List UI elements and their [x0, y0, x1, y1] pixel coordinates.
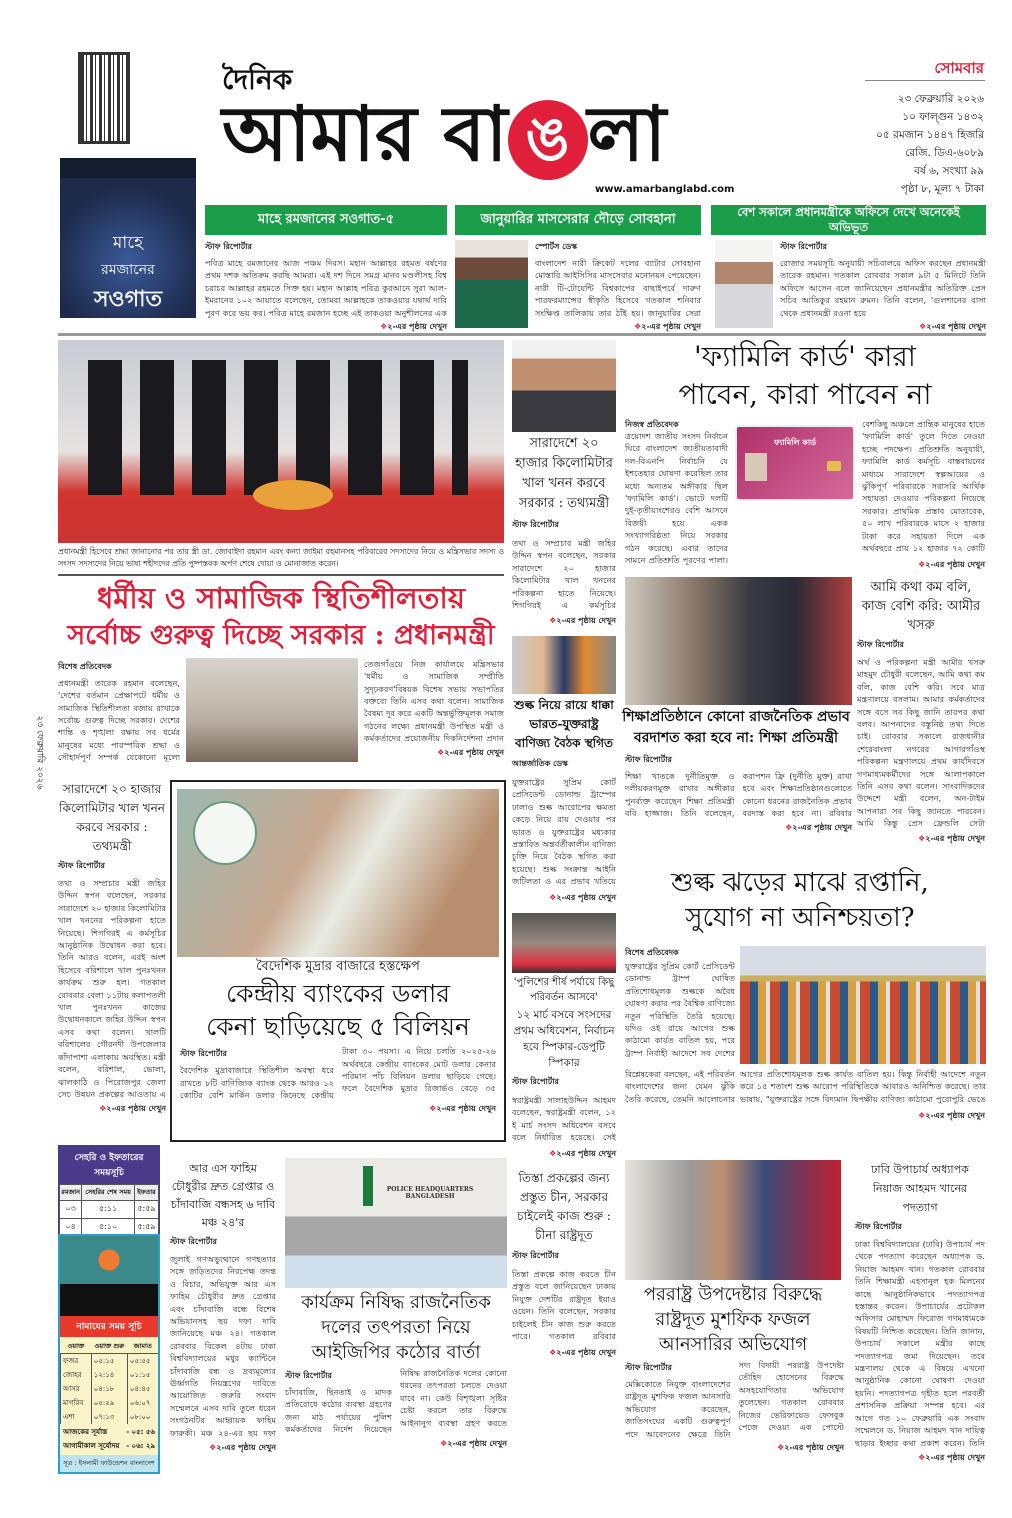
family-card-body-1: ত্রয়োদশ জাতীয় সংসদ নির্বাচন ঘিরে বাংলাদেশ জাতীয়তাবাদী দল-বিএনপি নির্বাচনি যে ইশতেহার ঘোষণা করেছিল তার মধ্যে অন্যতম অঙ্গীকার ছিল 'ফ্যামিলি কার্ড'। ভোটে দলটি দুই-তৃতীয়াংশেরও বেশি আসনে বিজয়ী হয়ে একক সংখ্যাগরিষ্ঠতা নিয়ে সরকার গঠন করেছে। এবার তাদের সামনে প্রতিশ্রুতি পূরণের পালা।: [625, 431, 728, 566]
column-header: রমজান: [60, 1185, 82, 1201]
continued-link[interactable]: ❖ ২-এর পৃষ্ঠায় দেখুন: [512, 1148, 616, 1161]
byline: নিজস্ব প্রতিবেদক: [625, 420, 679, 429]
table-cell: আসর: [61, 1382, 92, 1396]
continued-link[interactable]: ❖ ২-এর পৃষ্ঠায় দেখুন: [857, 833, 985, 846]
export-headline-line1: শুল্ক ঝড়ের মাঝে রপ্তানি,: [671, 868, 929, 898]
ramadan-banner: [60, 158, 196, 318]
date-line: ২৩ ফেব্রুয়ারি ২০২৬: [897, 93, 984, 105]
top-story-1-title[interactable]: মাহে রমজানের সওগাত-৫: [205, 205, 447, 235]
masthead-prefix: দৈনিক: [222, 63, 293, 96]
story-body: বাংলাদেশ নারী ক্রিকেট দলের ব্যাটার সোবহানা মোস্তারি আইসিসির মাসসেরার মনোনয়ন পেয়েছেন। নারী টি-টোয়েন্টি বিশ্বকাপের বাছাইপর্বে দারুণ পারফরম্যান্সের স্বীকৃতি হিসেবে গতকাল শনিবার সংক্ষিপ্ত তালিকায় তার ঠাঁই হয়। জানুয়ারির সেরা: [535, 258, 701, 318]
date-lines: [876, 90, 984, 198]
lead-section: [58, 340, 504, 763]
column-header: ওয়াক্ত: [61, 1340, 92, 1354]
story-body: শিক্ষা খাতকে দুর্নীতিমুক্ত ও দলীয়করণমুক্ত রাখার অঙ্গীকার পুনর্ব্যক্ত করেছেন শিক্ষা প্রতিমন্ত্রী ববি হাজ্জাজ। তিনি বলেছেন,: [625, 771, 735, 819]
masthead-logo-circle: ঙ: [508, 100, 588, 180]
middle-column: [512, 340, 616, 1360]
story-body: ঢাকা বিশ্ববিদ্যালয়ের (ঢাবি) উপাচার্য পদ থেকে পদত্যাগ করেছেন অধ্যাপক ড. নিয়াজ আহমদ খান। গতকাল রোববার তিনি শিক্ষামন্ত্রী এহসানুল হক মিলনের কাছে আনুষ্ঠানিকভাবে পদত্যাগপত্র হস্তান্তর করেন। উপাচার্যের প্রটোকল অফিসার মোহাম্মদ ফিরোজ গণমাধ্যমকে বিষয়টি নিশ্চিত করেছেন। তিনি জানান, উপাচার্য সকালে মন্ত্রীর কাছে পদত্যাগপত্র জমা দিয়েছেন। তবে মন্ত্রণালয় থেকে এ বিষয়ে এখনো আনুষ্ঠানিক কোনো ঘোষণা দেওয়া হয়নি। পদত্যাগপত্র গৃহীত হলে পরবর্তী প্রশাসনিক প্রক্রিয়া সম্পন্ন হবে। এর আগে গত ১০ ফেব্রুয়ারি এক সংবাদ সম্মেলনে ড. নিয়াজ আহমদ খান দায়িত্ব ছাড়ার ইচ্ছার কথা প্রকাশ করেন। তিনি: [855, 1239, 985, 1448]
byline: স্টাফ রিপোর্টার: [625, 1363, 672, 1372]
ambassador-headline-line3: আনসারির অভিযোগ: [658, 1334, 808, 1355]
export-headline[interactable]: [615, 866, 985, 936]
website: www.amarbanglabd.com: [595, 184, 735, 195]
table-cell: ০৮:০০: [127, 1410, 158, 1424]
byline: স্টাফ রিপোর্টার: [780, 242, 827, 251]
education-section: [620, 577, 852, 835]
family-card-headline-line1: 'ফ্যামিলি কার্ড' কারা: [694, 340, 916, 373]
column-header: সেহরির শেষ সময়: [82, 1185, 135, 1201]
table-cell: ফজর: [61, 1354, 92, 1369]
ambassador-headline-line2: রাষ্ট্রদূত মুশফিক ফজল: [655, 1309, 811, 1330]
sehri-title: সেহরি ও ইফতারের সময়সূচি: [59, 1146, 159, 1184]
ambassador-photo: [625, 1160, 841, 1280]
police-headquarters-photo: [285, 1158, 507, 1288]
teesta-headline[interactable]: তিস্তা প্রকল্পের জন্য প্রস্তুত চীন, সরকার চাইলেই কাজ শুরু : চীনা রাষ্ট্রদূত: [517, 1171, 611, 1242]
ambassador-headline-line1: পররাষ্ট্র উপদেষ্টার বিরুদ্ধে: [643, 1284, 823, 1305]
byline: স্টাফ রিপোর্টার: [170, 1237, 217, 1246]
byline: বিশেষ প্রতিবেদক: [58, 661, 112, 671]
story-body: চাঁদাবাজি, ছিনতাই ও মাদক প্রতিরোধে কঠোর ব্যবস্থা গ্রহণের জন্য মাঠ পর্যায়ের পুলিশ কর্মকর্তাদের নির্দেশ দিয়েছেন: [285, 1387, 392, 1435]
story-body: তথ্য ও সম্প্রচার মন্ত্রী জহির উদ্দিন স্বপন বলেছেন, সরকার সারাদেশে ২০ হাজার কিলোমিটার খাল খননের পরিকল্পনা হাতে নিয়েছে। শিগগিরই এ কর্মসূচির আনুষ্ঠানিক উদ্বোধন করা হবে। তিনি আরও বলেন, এরই অংশ হিসেবে বরিশালে খাল পুনঃখনন কার্যক্রম শুরু হল। গতকাল রোববার বেলা ১১টায় কলাপতলী খাল পুনঃখনন কাজের উদ্বোধনকালে জহির উদ্দিন স্বপন এসব কথা বলেন। খালটি বরিশালের গৌরনদী উপজেলার কাঁদাপাশা এলাকায় অবস্থিত। মন্ত্রী বলেন, বরিশাল, ভোলা, ঝালকাঠি ও পিরোজপুর জেলা সেচ উন্নয়ন প্রকল্পের আওতায় এ: [58, 878, 166, 1099]
byline: স্টাফ রিপোর্টার: [857, 640, 904, 649]
date-line: পৃষ্ঠা ৮, মূল্য ৭ টাকা: [900, 183, 984, 195]
ambassador-story: [622, 1359, 844, 1455]
igp-section: [285, 1158, 507, 1451]
parliament-headline[interactable]: ১২ মার্চ বসবে সংসদের প্রথম অধিবেশন, নির্বাচন হবে স্পিকার-ডেপুটি স্পিকার: [513, 1009, 615, 1069]
masthead-title-part2: লা: [587, 89, 667, 178]
sehri-iftar-table: [58, 1145, 160, 1238]
story-body: করাপশন ফ্রি (দুর্নীতি মুক্ত) রাখা হবে এবং শিক্ষাপ্রতিষ্ঠানগুলোতে কোনো ধরনের রাজনৈতিক প্রভাব বরদাস্ত করা হবে না। রবিবার: [742, 771, 852, 819]
prayer-source: সূত্র : ইসলামী ফাউন্ডেশন বাংলাদেশ: [60, 1455, 158, 1472]
section-divider: [58, 333, 986, 336]
table-cell: ০৫:৫৫: [127, 1354, 158, 1369]
table-cell: ০১:১৫: [127, 1368, 158, 1382]
fahim-story: [170, 1160, 276, 1455]
continued-link[interactable]: ❖ ২-এর পৃষ্ঠায় দেখুন: [625, 1442, 844, 1455]
education-headline-line2: বরদাশত করা হবে না: শিক্ষা প্রতিমন্ত্রী: [633, 730, 839, 746]
story-body: স্বরাষ্ট্রমন্ত্রী সালাহউদ্দিন আহমদ বলেছেন, স্বরাষ্ট্রমন্ত্রী বলেন, ১২ ই মার্চ সংসদ অধিবেশন বসবে বলে নির্ধারিত হয়েছে। সেই: [512, 1095, 616, 1143]
ambassador-headline[interactable]: [622, 1282, 844, 1357]
prayer-title: নামাযের সময় সূচি: [60, 1316, 158, 1337]
mosque-illustration: [60, 1236, 158, 1316]
byline: স্টাফ রিপোর্টার: [512, 520, 559, 529]
table-cell: ০৪:১৮: [91, 1382, 127, 1396]
byline: স্টাফ রিপোর্টার: [285, 1371, 332, 1380]
story-body: অর্থ ও পরিকল্পনা মন্ত্রী আমীর খসরু মাহমুদ চৌধুরী বলেছেন, আমি কথা কম বলি, কাজ বেশি করি। সবে মাত্র মন্ত্রণালয়ে বসলাম। আমার কর্মকর্তাদের সঙ্গে বসে সব কিছু জানি তারপর কথা বলব। আপনাদের বস্তুনিষ্ঠ তথ্য দিতে চাই। রোববার সকালে রাজধানীর শেরেবাংলা নগরের আগারগাঁওস্থ পরিকল্পনা মন্ত্রণালয়ে প্রথম কার্যদিবসে গণমাধ্যমকর্মীদের সঙ্গে আলাপকালে তিনি এসব কথা বলেন। সাংবাদিকদের উদ্দেশে মন্ত্রী বলেন, অন-টাইম আপনারা সব কিছু জানতে পারবেন। আমি কিন্তু প্রেস ফ্রেন্ডলি সেটা: [857, 657, 985, 829]
column-header: ওয়াক্ত শুরু: [91, 1340, 127, 1354]
parliament-quote: 'পুলিশের শীর্ষ পর্যায়ে কিছু পরিবর্তন আসবে': [513, 977, 615, 1003]
column-header: ইফতার: [134, 1185, 158, 1201]
sunrise-label: আগামীকাল সূর্যোদয়: [63, 1442, 120, 1450]
date-line: রেজি. ডিএ-৬০৮৯: [905, 147, 984, 159]
table-cell: ৫:১১: [82, 1201, 135, 1219]
igp-headline[interactable]: [285, 1290, 507, 1365]
story-body: তেজগাঁওয়ে নিজ কার্যালয়ে মন্ত্রিসভার 'ধর্মীয় ও সামাজিক সম্প্রীতি সুদৃঢ়করণ'বিষয়ক বিশেষ সভায় সভাপতির বক্তব্যে তিনি এসব কথা বলেন। সামাজিক বৈষম্য দূর করে একটি অন্তর্ভুক্তিমূলক সমাজ গঠনের লক্ষ্যে প্রধানমন্ত্রী উপস্থিত মন্ত্রী ও কর্মকর্তাদের প্রয়োজনীয় দিকনির্দেশনা প্রদান: [364, 658, 504, 744]
byline: স্টাফ রিপোর্টার: [180, 1049, 227, 1059]
top-story-2-title[interactable]: জানুয়ারির মাসসেরার দৌড়ে সোবহানা: [455, 205, 701, 235]
sunset-time: - ০৫: ৫৬: [126, 1428, 155, 1436]
police-headquarters-sign: POLICE HEADQUARTERS BANGLADESH: [386, 1186, 474, 1200]
dollar-headline-line2: কেনা ছাড়িয়েছে ৫ বিলিয়ন: [206, 1012, 470, 1042]
table-cell: ১২:১৪: [91, 1368, 127, 1382]
story-body: রোজার সময়সূচি অনুযায়ী সচিবালয়ে অফিস করছেন প্রধানমন্ত্রী তারেক রহমান। গতকাল রোববার সকাল ৯টা ৫ মিনিটে তিনি অফিসে আসেন বলে জানিয়েছেন প্রধানমন্ত্রীর অতিরিক্ত প্রেস সচিব আতিকুর রহমান রুমন। তিনি বলেন, 'গুলশানের বাসা থেকে প্রধানমন্ত্রী রওনা হয়ে: [780, 258, 986, 318]
lead-headline[interactable]: [58, 579, 504, 655]
sunset-label: আজকের সূর্যাস্ত: [63, 1428, 108, 1436]
continued-link[interactable]: ❖ ২-এর পৃষ্ঠায় দেখুন: [180, 1103, 496, 1116]
qr-code: [78, 52, 130, 144]
continued-link[interactable]: ❖ ২-এর পৃষ্ঠায় দেখুন: [58, 1103, 166, 1116]
amir-khasru-headline[interactable]: আমি কথা কম বলি, কাজ বেশি করি: আমীর খসরু: [861, 580, 981, 633]
igp-headline-line1: কার্যক্রম নিষিদ্ধ রাজনৈতিক: [301, 1292, 491, 1313]
story-body: বৈদেশিক মুদ্রাবাজারে স্থিতিশীল অবস্থা ধরে রাখতে ৮টি বাণিজ্যিক ব্যাংক থেকে আরও ১২ কোটির বেশি মার্কিন ডলার কিনেছে কেন্দ্রীয়: [180, 1065, 334, 1101]
prayer-times-box: [58, 1234, 160, 1474]
table-row: [61, 1410, 159, 1424]
sunrise-time: - ০৬: ২৯: [126, 1442, 155, 1450]
continued-link[interactable]: ❖ ২-এর পৃষ্ঠায় দেখুন: [535, 321, 701, 334]
family-card-headline[interactable]: [625, 338, 985, 414]
ramadan-banner-line1: মাহে: [112, 233, 144, 253]
lead-photo: [58, 340, 504, 543]
continued-link[interactable]: ❖ ২-এর পৃষ্ঠায় দেখুন: [285, 1438, 507, 1451]
story-body: পবিত্র মাহে রমজানের আজ পঞ্চম দিবস। মহান আল্লাহর রহমত বর্ষণের প্রথম দশক অতিক্রম করছি আমরা। এই দশ দিনে সমগ্র মানব মণ্ডলীসহ বিশ্ব চরাচর আল্লাহর রহমতে সিক্ত হয়। মহান আল্লাহ পবিত্র কুরআনে সুরা আল-ইমরানের ১০২ আয়াতে বলেছেন, তোমরা আল্লাহকে তাকওয়ার যথার্থ দাবি পূরণ করে ভয় কর। পবিত্র মাহে রমজান হচ্ছে এই তাকওয়া অনুশীলনের এক: [205, 258, 447, 318]
education-story: [620, 751, 852, 835]
igp-headline-line2: দলের তৎপরতা নিয়ে: [321, 1317, 471, 1338]
continued-link[interactable]: ❖ ২-এর পৃষ্ঠায় দেখুন: [512, 1347, 616, 1360]
family-card-image: [735, 425, 855, 501]
date-line: বর্ষ ৬, সংখ্যা ৯৯: [914, 165, 984, 177]
dollar-headline[interactable]: [177, 977, 499, 1043]
table-row: [61, 1382, 159, 1396]
export-body-2: বিশ্লেষকেরা বলছেন, এই পরিবর্তন বাংলাদেশের জন্য যেমন ঝুঁকি তৈরি করেছে, তেমনি আলোচনার: [625, 1069, 735, 1104]
dollar-story: [177, 789, 499, 1116]
byline: বিশেষ প্রতিবেদক: [625, 948, 679, 957]
du-vc-headline[interactable]: ঢাবি উপাচার্য অধ্যাপক নিয়াজ আহমদ খানের পদত্যাগ: [871, 1163, 969, 1214]
ramadan-banner-line2: রমজানের: [101, 262, 155, 278]
story-body: টাকা ৩০ পয়সা। এ নিয়ে চলতি ২০২৫-২৬ অর্থবছরে কেন্দ্রীয় ব্যাংকের মোট ডলার কেনার পরিমাণ পাঁচ বিলিয়ন ডলার ছাড়িয়ে গেছে। ফলে বৈদেশিক মুদ্রার রিজার্ভও বেড়ে ৩৫: [342, 1046, 496, 1094]
dollar-photo: [177, 789, 499, 957]
byline: স্টাফ রিপোর্টার: [512, 1251, 559, 1260]
story-body: মেক্সিকোতে নিযুক্ত বাংলাদেশের রাষ্ট্রদূত মুশফিক ফজল আনসারি অভিযোগ করেছেন, জাতিসংঘের একটি গুরুত্বপূর্ণ পদে আবেদনের ক্ষেত্রে তিনি: [625, 1379, 731, 1439]
story-body: তিস্তা প্রকল্পে কাজ করতে চীন প্রস্তুত বলে জানিয়েছেন ঢাকায় নিযুক্ত দেশটির রাষ্ট্রদূত ইয়াও ওয়েন। তিনি বলেছেন, সরকার চাইলেই চীন কাজ শুরু করতে পারে। গতকাল রবিবার: [512, 1269, 616, 1342]
table-cell: ০৭:১৩: [91, 1410, 127, 1424]
table-row: [61, 1368, 159, 1382]
lead-headline-line1: ধর্মীয় ও সামাজিক স্থিতিশীলতায়: [97, 580, 465, 615]
masthead-title: [222, 88, 666, 180]
education-headline[interactable]: [620, 707, 852, 749]
byline: স্টাফ রিপোর্টার: [625, 755, 672, 764]
canal-story-long: [58, 780, 166, 1116]
byline: স্টাফ রিপোর্টার: [205, 242, 252, 251]
byline: স্পোর্টস ডেস্ক: [535, 242, 578, 251]
prime-minister-photo: [715, 240, 773, 328]
continued-link[interactable]: ❖ ২-এর পৃষ্ঠায় দেখুন: [364, 747, 504, 760]
igp-story: [285, 1367, 507, 1451]
dollar-kicker: বৈদেশিক মুদ্রার বাজারে হস্তক্ষেপ: [256, 959, 420, 974]
continued-link[interactable]: ❖ ২-এর পৃষ্ঠায় দেখুন: [862, 559, 985, 572]
table-cell: ০৩: [60, 1201, 82, 1219]
top-story-3: [780, 238, 986, 334]
ambassador-section: [622, 1160, 844, 1455]
table-cell: ০৫:১৫: [91, 1354, 127, 1369]
date-divider: [865, 80, 985, 81]
table-cell: জোহর: [61, 1368, 92, 1382]
top-story-3-title[interactable]: বেশ সকালে প্রধানমন্ত্রীকে অফিসে দেখে অনেকেই অভিভূত: [711, 205, 986, 235]
column-header: জামাত: [127, 1340, 158, 1354]
du-vc-story: [855, 1160, 985, 1465]
masthead-title-part1: আমার বা: [222, 89, 508, 178]
table-cell: ০৪:৪৫: [127, 1382, 158, 1396]
table-cell: ০৫:৫৯: [91, 1396, 127, 1410]
export-headline-line2: সুযোগ না অনিশ্চয়তা?: [685, 903, 915, 933]
byline: স্টাফ রিপোর্টার: [58, 861, 105, 870]
bangladesh-bank-logo: [193, 801, 257, 865]
story-body: প্রধানমন্ত্রী তারেক রহমান বলেছেন, 'দেশের বর্তমান প্রেক্ষাপটে ধর্মীয় ও সামাজিক স্থিতিশীলতা বজায় রাখাকে সর্বোচ্চ গুরুত্ব দিচ্ছে সরকার। দেশের শান্তি ও শৃঙ্খলা রক্ষায় সব ধর্মের মানুষের মধ্যে পারস্পরিক শ্রদ্ধা ও সৌহার্দপূর্ণ সম্পর্ক যেকোনো মূল্যে: [58, 677, 180, 763]
continued-link[interactable]: ❖ ২-এর পৃষ্ঠায় দেখুন: [855, 1452, 985, 1465]
top-story-1: [205, 238, 447, 334]
lead-photo-caption: প্রধানমন্ত্রী হিসেবে শ্রদ্ধা জানানোর পর তার স্ত্রী ডা. জোবাইদা রহমান এবং কন্যা জাইমা রহমানসহ পরিবারের সদস্যদের নিয়ে ও মন্ত্রিসভার সদস্য ও সংসদ সদস্যদের নিয়ে ভাষা শহীদদের প্রতি পুষ্পস্তবক অর্পণ শেষে দোয়া ও মোনাজাত করেন।: [58, 547, 504, 569]
byline: স্টাফ রিপোর্টার: [512, 1077, 559, 1086]
story-body: নিষিদ্ধ রাজনৈতিক দলের কোনো ধরনের তৎপরতা চলতে দেওয়া যাবে না। কেউ বিশৃঙ্খলা সৃষ্টির চেষ্টা করলে তার বিরুদ্ধে আইনানুগ ব্যবস্থা গ্রহণ করতে: [400, 1368, 507, 1428]
table-cell: ০৪: [60, 1219, 82, 1237]
home-minister-photo: [512, 913, 616, 973]
continued-link[interactable]: ❖ ২-এর পৃষ্ঠায় দেখুন: [170, 1442, 276, 1455]
date-line: ০৫ রমজান ১৪৪৭ হিজরি: [876, 129, 984, 141]
education-headline-line1: শিক্ষাপ্রতিষ্ঠানে কোনো রাজনৈতিক প্রভাব: [622, 709, 850, 725]
information-minister-photo: [512, 340, 616, 432]
continued-link[interactable]: ❖ ২-এর পৃষ্ঠায় দেখুন: [860, 1110, 985, 1123]
ramadan-banner-line3: সওগাত: [93, 286, 163, 312]
day-label: সোমবার: [934, 59, 984, 77]
trump-modi-photo: [512, 636, 616, 694]
export-body-3: আগের প্রতিশোধমূলক শুল্ক কার্যত বাতিল হয়। কিন্তু নির্বাহী আদেশে নতুন করে ১৫ শতাংশ শুল্ক আরোপ পরিস্থিতিকে আবারও অনিশ্চিত করেছে। তার ভাষায়, "যুক্তরাষ্ট্রের সঙ্গে বিদ্যমান দ্বিপক্ষীয় বাণিজ্য কাঠামো পুরোপুরি ভেঙে: [740, 1069, 986, 1104]
table-row: [60, 1201, 159, 1219]
byline: স্টাফ রিপোর্টার: [855, 1222, 902, 1231]
family-card-label: ফ্যামিলি কার্ড: [773, 438, 817, 447]
continued-link[interactable]: ❖ ২-এর পৃষ্ঠায় দেখুন: [625, 822, 852, 835]
table-row: [61, 1354, 159, 1369]
byline: আন্তর্জাতিক ডেস্ক: [512, 759, 568, 768]
export-body-1: যুক্তরাষ্ট্রের সুপ্রিম কোর্ট প্রেসিডেন্ট ডোনাল্ড ট্রাম্প ঘোষিত প্রতিশোধমূলক শুল্ককে অবৈধ ঘোষণা করার পর বৈশ্বিক বাণিজ্যে নতুন পরিস্থিতি তৈরি হয়েছে। যদিও ওই রায়ে আগের শুল্ক কাঠামো কার্যত বাতিল হয়, পরে ট্রাম্প নির্বাহী আদেশে সব দেশের: [625, 961, 735, 1058]
cricketer-photo: [455, 240, 528, 328]
family-card-body-2: বেশকিছু অঞ্চলে প্রান্তিক মানুষের হাতে 'ফ্যামিলি কার্ড' তুলে দিতে নেওয়া হচ্ছে পদক্ষেপ। প্রতিশ্রুতি অনুযায়ী, ফ্যামিলি কার্ড কর্মসূচি বাস্তবায়নের মাধ্যমে সারাদেশে স্বল্পআয়ের ও ঝুঁকিপূর্ণ পরিবারকে সরাসরি আর্থিক সহায়তা দেওয়ার পরিকল্পনা নিয়েছে সরকার। প্রাথমিক প্রস্তাব মোতাবেক, ৫০ লাখ পরিবারকে মাসে ২ হাজার টাকা করে সহায়তা দিলে এক অর্থবছরে প্রায় ১২ হাজার ৭২ কোটি: [862, 419, 985, 554]
table-cell: মাগরিব: [61, 1396, 92, 1410]
table-cell: ৫:৫৯: [134, 1219, 158, 1237]
date-line: ১০ ফাল্গুন ১৪৩২: [902, 111, 984, 123]
vertical-date: ২৩ ফেব্রুয়ারি ২০২৬: [34, 715, 45, 790]
canal-headline[interactable]: সারাদেশে ২০ হাজার কিলোমিটার খাল খনন করবে সরকার : তথ্যমন্ত্রী: [515, 436, 613, 511]
divider: [58, 574, 504, 576]
table-row: [61, 1396, 159, 1410]
table-header: [60, 1185, 159, 1201]
dollar-headline-line1: কেন্দ্রীয় ব্যাংকের ডলার: [225, 979, 451, 1009]
table-cell: এশা: [61, 1410, 92, 1424]
top-story-2: [535, 238, 701, 334]
amir-khasru-story: [857, 578, 985, 846]
port-photo: [740, 946, 986, 1064]
story-body: তথ্য ও সম্প্রচার মন্ত্রী জহির উদ্দিন স্বপন বলেছেন, সরকার সারাদেশে ২০ হাজার কিলোমিটার খাল খননের পরিকল্পনা হাতে নিয়েছে। শিগগিরই এ কর্মসূচির: [512, 538, 616, 611]
story-body: সদ্য বিদায়ী পররাষ্ট্র উপদেষ্টা তৌহিদ হোসেনের বিরুদ্ধে অসহযোগিতার অভিযোগ তুলেছেন। গতকাল রোববার নিজের ভেরিফায়েড ফেসবুক পেজে দেওয়া এক পোস্টে: [738, 1360, 844, 1433]
education-minister-photo: [625, 577, 852, 705]
table-cell: ৫:৫৯: [134, 1201, 158, 1219]
continued-link[interactable]: ❖ ২-এর পৃষ্ঠায় দেখুন: [205, 321, 447, 334]
continued-link[interactable]: ❖ ২-এর পৃষ্ঠায় দেখুন: [512, 892, 616, 905]
lead-headline-line2: সর্বোচ্চ গুরুত্ব দিচ্ছে সরকার : প্রধানমন্ত্রী: [67, 619, 495, 651]
table-header: [61, 1340, 159, 1354]
family-card-headline-line2: পাবেন, কারা পাবেন না: [678, 378, 932, 411]
lead-story: [58, 658, 504, 763]
tariff-talks-headline[interactable]: শুল্ক নিয়ে রায়ে ধাক্কা ভারত-যুক্তরাষ্ট্র বাণিজ্য বৈঠক স্থগিত: [514, 698, 614, 750]
story-body: জুলাই গণঅভ্যুত্থানে গণহত্যার সঙ্গে জড়িতদের নিরপেক্ষ তদন্ত ও বিচার, অভিযুক্ত আর এস ফাহিম চৌধুরীর দ্রুত গ্রেপ্তার এবং চাঁদাবাজি বন্ধে বিশেষ অভিযানসহ ছয় দফা দাবি জানিয়েছে মঞ্চ ২৪। গতকাল রোববার বিকেল ৪টায় ঢাকা বিশ্ববিদ্যালয়ের মধুর ক্যান্টিনে চাঁদাবাজি বন্ধ ও দ্রব্যমূল্যের ঊর্ধ্বগতি নিয়ন্ত্রণের দাবিতে আয়োজিত জরুরি সংবাদ সম্মেলনে এসব দাবি তুলে ধরেন সংগঠনটির আহ্বায়ক ফাহিম ফারুকী। মঞ্চ ২৪-এর ছয় দফা: [170, 1254, 276, 1438]
canal-headline-repeat[interactable]: সারাদেশে ২০ হাজার কিলোমিটার খাল খনন করবে সরকার : তথ্যমন্ত্রী: [59, 782, 165, 853]
continued-link[interactable]: ❖ ২-এর পৃষ্ঠায় দেখুন: [780, 321, 986, 334]
table-cell: ০৬:০৭: [127, 1396, 158, 1410]
story-body: যুক্তরাষ্ট্রের সুপ্রিম কোর্ট প্রেসিডেন্ট ডোনাল্ড ট্রাম্পের ঢালাও শুল্ক আরোপের ক্ষমতা কেড়ে নিয়ে রায় দেওয়ার পর ভারত ও যুক্তরাষ্ট্রের মধ্যকার প্রস্তাবিত অন্তর্বর্তীকালীন বাণিজ্য চুক্তি নিয়ে বৈঠক স্থগিত করা হয়েছে। শুল্ক সংক্রান্ত আইনি জটিলতা ও এর প্রভাব খতিয়ে: [512, 777, 616, 887]
igp-headline-line3: আইজিপির কঠোর বার্তা: [311, 1342, 481, 1363]
table-cell: ৫:১০: [82, 1219, 135, 1237]
fahim-headline[interactable]: আর এস ফাহিম চৌধুরীর দ্রুত গ্রেপ্তার ও চাঁদাবাজি বন্ধসহ ৬ দাবি মঞ্চ ২৪'র: [170, 1162, 276, 1229]
continued-link[interactable]: ❖ ২-এর পৃষ্ঠায় দেখুন: [512, 615, 616, 628]
cabinet-meeting-photo: [186, 658, 358, 762]
